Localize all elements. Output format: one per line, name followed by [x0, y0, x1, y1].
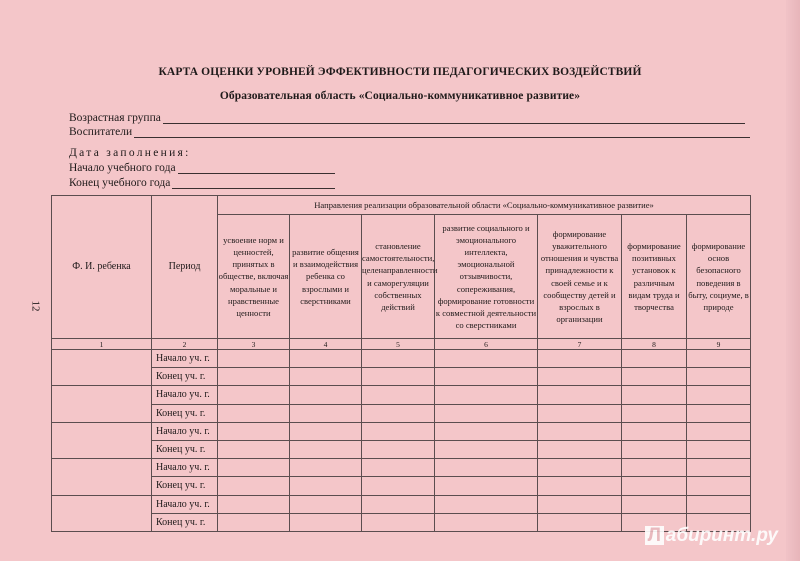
score-cell[interactable] — [290, 404, 362, 422]
fill-date-label: Дата заполнения: — [69, 147, 191, 159]
score-cell[interactable] — [362, 495, 435, 513]
score-cell[interactable] — [435, 422, 538, 440]
score-cell[interactable] — [538, 477, 622, 495]
score-cell[interactable] — [435, 386, 538, 404]
score-cell[interactable] — [290, 495, 362, 513]
child-name-cell[interactable] — [52, 459, 152, 495]
score-cell[interactable] — [435, 440, 538, 458]
score-cell[interactable] — [218, 368, 290, 386]
period-cell: Конец уч. г. — [152, 477, 218, 495]
period-cell: Конец уч. г. — [152, 440, 218, 458]
score-cell[interactable] — [622, 495, 687, 513]
score-cell[interactable] — [687, 477, 751, 495]
col-header-name: Ф. И. ребенка — [52, 196, 152, 339]
score-cell[interactable] — [435, 368, 538, 386]
score-cell[interactable] — [435, 350, 538, 368]
score-cell[interactable] — [362, 404, 435, 422]
score-cell[interactable] — [622, 404, 687, 422]
column-number: 7 — [538, 339, 622, 350]
age-group-label: Возрастная группа — [69, 112, 161, 124]
direction-header: формирование уважительного отношения и чувства принадлежности к своей семье и к сообществу детей и взрослых в организации — [538, 215, 622, 339]
score-cell[interactable] — [435, 513, 538, 531]
score-cell[interactable] — [218, 422, 290, 440]
score-cell[interactable] — [290, 350, 362, 368]
period-cell: Конец уч. г. — [152, 368, 218, 386]
score-cell[interactable] — [362, 386, 435, 404]
column-number: 4 — [290, 339, 362, 350]
table-row — [52, 404, 751, 422]
score-cell[interactable] — [538, 513, 622, 531]
score-cell[interactable] — [687, 404, 751, 422]
score-cell[interactable] — [538, 495, 622, 513]
year-start-line[interactable] — [178, 163, 335, 174]
table-row — [52, 477, 751, 495]
direction-header: становление самостоятельности, целенаправленности и саморегуляции собственных действий — [362, 215, 435, 339]
teachers-label: Воспитатели — [69, 126, 133, 138]
score-cell[interactable] — [290, 386, 362, 404]
direction-header: формирование позитивных установок к различным видам труда и творчества — [622, 215, 687, 339]
score-cell[interactable] — [290, 422, 362, 440]
score-cell[interactable] — [687, 422, 751, 440]
column-number: 9 — [687, 339, 751, 350]
evaluation-table — [51, 195, 751, 532]
child-name-cell[interactable] — [52, 422, 152, 458]
score-cell[interactable] — [362, 350, 435, 368]
score-cell[interactable] — [290, 440, 362, 458]
column-number: 1 — [52, 339, 152, 350]
score-cell[interactable] — [538, 440, 622, 458]
score-cell[interactable] — [435, 459, 538, 477]
age-group-field — [69, 112, 745, 124]
column-number: 3 — [218, 339, 290, 350]
child-name-cell[interactable] — [52, 350, 152, 386]
score-cell[interactable] — [622, 368, 687, 386]
score-cell[interactable] — [290, 368, 362, 386]
document-title: КАРТА ОЦЕНКИ УРОВНЕЙ ЭФФЕКТИВНОСТИ ПЕДАГОГИЧЕСКИХ ВОЗДЕЙСТВИЙ — [158, 66, 642, 78]
score-cell[interactable] — [290, 513, 362, 531]
column-number: 6 — [435, 339, 538, 350]
column-number: 2 — [152, 339, 218, 350]
col-header-period: Период — [152, 196, 218, 339]
score-cell[interactable] — [622, 459, 687, 477]
table-row — [52, 495, 751, 513]
year-start-field — [69, 162, 335, 174]
score-cell[interactable] — [362, 440, 435, 458]
child-name-cell[interactable] — [52, 386, 152, 422]
teachers-field — [69, 126, 750, 138]
score-cell[interactable] — [218, 459, 290, 477]
age-group-line[interactable] — [163, 113, 745, 124]
score-cell[interactable] — [362, 513, 435, 531]
score-cell[interactable] — [362, 368, 435, 386]
score-cell[interactable] — [218, 513, 290, 531]
score-cell[interactable] — [538, 404, 622, 422]
column-number: 5 — [362, 339, 435, 350]
direction-header: развитие общения и взаимодействия ребенка со взрослыми и сверстниками — [290, 215, 362, 339]
period-cell: Начало уч. г. — [152, 495, 218, 513]
direction-header: развитие социального и эмоционального интеллекта, эмоциональной отзывчивости, сопереживания, формирование готовности к совместной деятельности со сверстниками — [435, 215, 538, 339]
year-start-label: Начало учебного года — [69, 162, 176, 174]
score-cell[interactable] — [622, 422, 687, 440]
score-cell[interactable] — [218, 477, 290, 495]
period-cell: Начало уч. г. — [152, 422, 218, 440]
score-cell[interactable] — [687, 386, 751, 404]
score-cell[interactable] — [218, 495, 290, 513]
table-row — [52, 386, 751, 404]
direction-header: формирование основ безопасного поведения в быту, социуме, в природе — [687, 215, 751, 339]
score-cell[interactable] — [362, 459, 435, 477]
score-cell[interactable] — [218, 350, 290, 368]
year-end-label: Конец учебного года — [69, 177, 171, 189]
score-cell[interactable] — [435, 477, 538, 495]
watermark-logo: Л абиринт.ру — [645, 525, 778, 547]
score-cell[interactable] — [622, 350, 687, 368]
page-number: 12 — [29, 300, 42, 312]
teachers-line[interactable] — [134, 127, 750, 138]
period-cell: Начало уч. г. — [152, 350, 218, 368]
column-number: 8 — [622, 339, 687, 350]
year-end-field — [69, 177, 335, 189]
score-cell[interactable] — [538, 386, 622, 404]
child-name-cell[interactable] — [52, 495, 152, 531]
score-cell[interactable] — [290, 477, 362, 495]
directions-header: Направления реализации образовательной области «Социально-коммуникативное развитие» — [218, 196, 751, 215]
table-row — [52, 422, 751, 440]
score-cell[interactable] — [435, 404, 538, 422]
score-cell[interactable] — [362, 477, 435, 495]
period-cell: Начало уч. г. — [152, 386, 218, 404]
column-number-row — [52, 339, 751, 350]
table-row — [52, 350, 751, 368]
period-cell: Конец уч. г. — [152, 404, 218, 422]
score-cell[interactable] — [622, 440, 687, 458]
score-cell[interactable] — [538, 368, 622, 386]
year-end-line[interactable] — [172, 178, 335, 189]
score-cell[interactable] — [622, 386, 687, 404]
score-cell[interactable] — [218, 440, 290, 458]
score-cell[interactable] — [538, 459, 622, 477]
table-row — [52, 440, 751, 458]
period-cell: Начало уч. г. — [152, 459, 218, 477]
table-row — [52, 459, 751, 477]
direction-header: усвоение норм и ценностей, принятых в обществе, включая моральные и нравственные ценности — [218, 215, 290, 339]
document-subtitle: Образовательная область «Социально-коммуникативное развитие» — [219, 90, 581, 102]
score-cell[interactable] — [687, 495, 751, 513]
score-cell[interactable] — [622, 477, 687, 495]
period-cell: Конец уч. г. — [152, 513, 218, 531]
score-cell[interactable] — [687, 368, 751, 386]
score-cell[interactable] — [290, 459, 362, 477]
score-cell[interactable] — [218, 404, 290, 422]
score-cell[interactable] — [538, 422, 622, 440]
score-cell[interactable] — [687, 459, 751, 477]
score-cell[interactable] — [538, 350, 622, 368]
score-cell[interactable] — [218, 386, 290, 404]
score-cell[interactable] — [687, 440, 751, 458]
score-cell[interactable] — [362, 422, 435, 440]
score-cell[interactable] — [687, 350, 751, 368]
table-row — [52, 368, 751, 386]
score-cell[interactable] — [435, 495, 538, 513]
page-edge — [786, 0, 800, 561]
